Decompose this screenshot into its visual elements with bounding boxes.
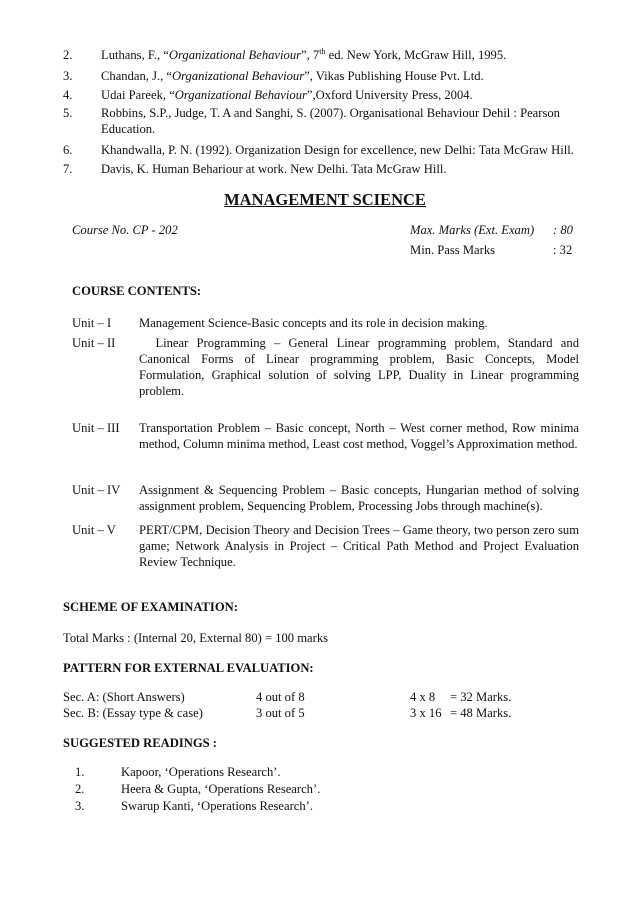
section-name: Sec. B: (Essay type & case) xyxy=(63,706,203,720)
section-count: 3 out of 5 xyxy=(256,706,305,720)
section-count: 4 out of 8 xyxy=(256,690,305,704)
unit-description: Management Science-Basic concepts and its role in decision making. xyxy=(139,316,488,330)
max-marks-value: : 80 xyxy=(553,223,573,237)
ref-number: 3. xyxy=(63,69,73,83)
unit-description: Linear Programming – General Linear programming problem, Standard and Canonical Forms of Linear programming problem, Basic Concepts, Model Formulation, Graphical solution of solving LPP, Duality in Linear programming problem. xyxy=(139,336,579,398)
unit-label: Unit – III xyxy=(72,421,120,435)
ref-text: Khandwalla, P. N. (1992). Organization Design for excellence, new Delhi: Tata McGraw Hill. xyxy=(101,143,574,157)
section-name: Sec. A: (Short Answers) xyxy=(63,690,185,704)
page-title: MANAGEMENT SCIENCE xyxy=(224,190,426,209)
section-result: = 48 Marks. xyxy=(450,706,512,720)
scheme-heading: SCHEME OF EXAMINATION: xyxy=(63,600,238,614)
section-result: = 32 Marks. xyxy=(450,690,512,704)
min-marks-label: Min. Pass Marks xyxy=(410,243,496,257)
reading-text: Swarup Kanti, ‘Operations Research’. xyxy=(121,799,313,813)
unit-label: Unit – II xyxy=(72,336,116,350)
ref-text: Chandan, J., “Organizational Behaviour”, Vikas Publishing House Pvt. Ltd. xyxy=(101,69,484,83)
readings-heading: SUGGESTED READINGS : xyxy=(63,736,217,750)
unit-label: Unit – V xyxy=(72,523,116,537)
reading-number: 3. xyxy=(75,799,85,813)
ref-text: Robbins, S.P., Judge, T. A and Sanghi, S. (2007). Organisational Behaviour Dehil : Pearson Education. xyxy=(101,106,560,136)
section-calc: 4 x 8 xyxy=(410,690,436,704)
ref-number: 7. xyxy=(63,162,73,176)
unit-label: Unit – IV xyxy=(72,483,121,497)
reading-text: Kapoor, ‘Operations Research’. xyxy=(121,765,281,779)
ref-text: Udai Pareek, “Organizational Behaviour”,Oxford University Press, 2004. xyxy=(101,88,473,102)
course-number: Course No. CP - 202 xyxy=(72,223,178,237)
unit-description: Transportation Problem – Basic concept, North – West corner method, Row minima method, Column minima method, Least cost method, Voggel’s Approximation method. xyxy=(139,421,579,451)
ref-number: 6. xyxy=(63,143,73,157)
section-calc: 3 x 16 xyxy=(410,706,442,720)
max-marks-label: Max. Marks (Ext. Exam) xyxy=(410,223,535,237)
pattern-heading: PATTERN FOR EXTERNAL EVALUATION: xyxy=(63,661,314,675)
ref-number: 4. xyxy=(63,88,73,102)
unit-label: Unit – I xyxy=(72,316,112,330)
ref-text: Davis, K. Human Behariour at work. New Delhi. Tata McGraw Hill. xyxy=(101,162,447,176)
reading-number: 1. xyxy=(75,765,85,779)
ref-text: Luthans, F., “Organizational Behaviour”, 7th ed. New York, McGraw Hill, 1995. xyxy=(101,46,507,62)
course-contents-heading: COURSE CONTENTS: xyxy=(72,284,202,298)
ref-number: 5. xyxy=(63,106,73,120)
unit-description: PERT/CPM, Decision Theory and Decision Trees – Game theory, two person zero sum game; Network Analysis in Project – Critical Path Method and Project Evaluation Review Technique. xyxy=(139,523,579,569)
unit-description: Assignment & Sequencing Problem – Basic concepts, Hungarian method of solving assignment problem, Sequencing Problem, Processing Jobs through machine(s). xyxy=(139,483,579,513)
total-marks: Total Marks : (Internal 20, External 80) = 100 marks xyxy=(63,631,329,645)
reading-text: Heera & Gupta, ‘Operations Research’. xyxy=(121,782,321,796)
min-marks-value: : 32 xyxy=(553,243,573,257)
ref-number: 2. xyxy=(63,48,73,62)
reading-number: 2. xyxy=(75,782,85,796)
